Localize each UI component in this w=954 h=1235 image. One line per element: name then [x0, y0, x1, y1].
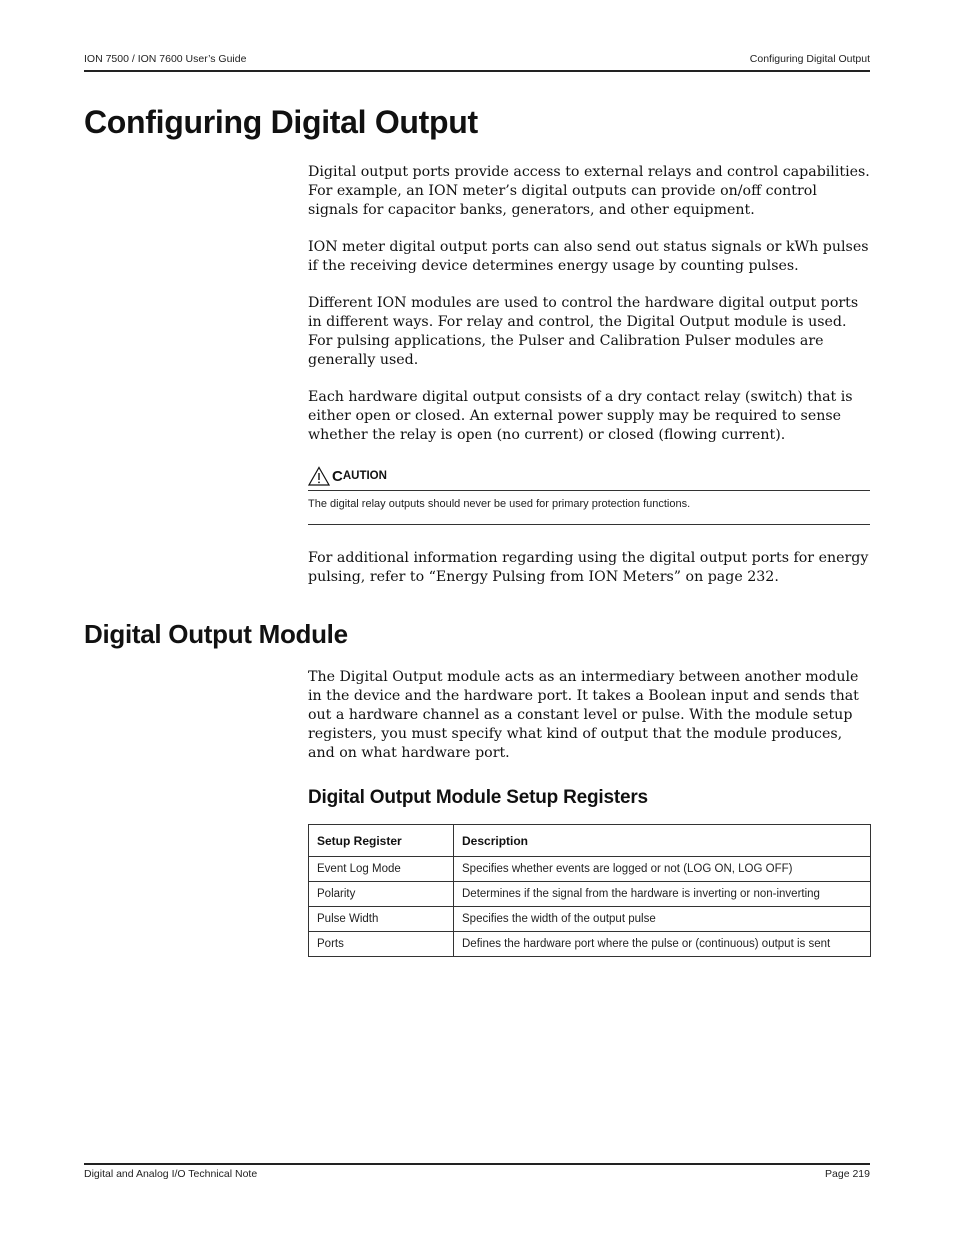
table-cell: Pulse Width: [309, 907, 454, 932]
table-row: [309, 882, 871, 907]
table-header-row: [309, 825, 871, 857]
table-header-cell: Setup Register: [309, 825, 454, 857]
caution-rule-bottom: [308, 524, 870, 525]
paragraph-4: Each hardware digital output consists of a dry contact relay (switch) that is either open or closed. An external power supply may be required to sense whether the relay is open (no current) or closed (flowing current).: [308, 389, 853, 443]
paragraph-6: The Digital Output module acts as an intermediary between another module in the device and the hardware port. It takes a Boolean input and sends that out a hardware channel as a constant level or pulse. With the module setup registers, you must specify what kind of output that the module produces, and on what hardware port.: [308, 669, 859, 761]
table-cell: Defines the hardware port where the pulse or (continuous) output is sent: [454, 932, 871, 957]
table-cell: Specifies the width of the output pulse: [454, 907, 871, 932]
page-title: Configuring Digital Output: [84, 104, 478, 140]
footer-rule: [84, 1163, 870, 1165]
paragraph-2: ION meter digital output ports can also send out status signals or kWh pulses if the receiving device determines energy usage by counting pulses.: [308, 239, 869, 274]
table-header-cell: Description: [454, 825, 871, 857]
table-cell: Event Log Mode: [309, 857, 454, 882]
table-cell: Polarity: [309, 882, 454, 907]
running-header-right: Configuring Digital Output: [749, 53, 870, 65]
page-number: Page 219: [825, 1168, 870, 1180]
running-footer-left: Digital and Analog I/O Technical Note: [84, 1168, 258, 1180]
table-row: [309, 907, 871, 932]
header-rule: [84, 70, 870, 72]
caution-rule-top: [308, 490, 870, 491]
section-title: Digital Output Module: [84, 619, 348, 649]
running-header-left: ION 7500 / ION 7600 User’s Guide: [84, 53, 247, 65]
caution-text: The digital relay outputs should never be used for primary protection functions.: [308, 498, 691, 510]
table-cell: Ports: [309, 932, 454, 957]
table-cell: Specifies whether events are logged or not (LOG ON, LOG OFF): [454, 857, 871, 882]
caution-label-first: C: [332, 467, 343, 485]
caution-label-rest: AUTION: [342, 470, 387, 482]
caution-heading: [308, 466, 387, 486]
table-cell: Determines if the signal from the hardware is inverting or non-inverting: [454, 882, 871, 907]
subsection-title: Digital Output Module Setup Registers: [308, 787, 648, 808]
table-row: [309, 857, 871, 882]
setup-registers-table: [308, 824, 871, 957]
paragraph-1: Digital output ports provide access to external relays and control capabilities. For example, an ION meter’s digital outputs can provide on/off control signals for capacitor banks, generators, and other equipment.: [308, 164, 870, 218]
paragraph-3: Different ION modules are used to control the hardware digital output ports in different ways. For relay and control, the Digital Output module is used. For pulsing applications, the Pulser and Calibration Pulser modules are generally used.: [308, 295, 859, 368]
paragraph-5: For additional information regarding using the digital output ports for energy pulsing, refer to “Energy Pulsing from ION Meters” on page 232.: [308, 550, 869, 585]
table-row: [309, 932, 871, 957]
warning-triangle-icon: [308, 466, 330, 486]
